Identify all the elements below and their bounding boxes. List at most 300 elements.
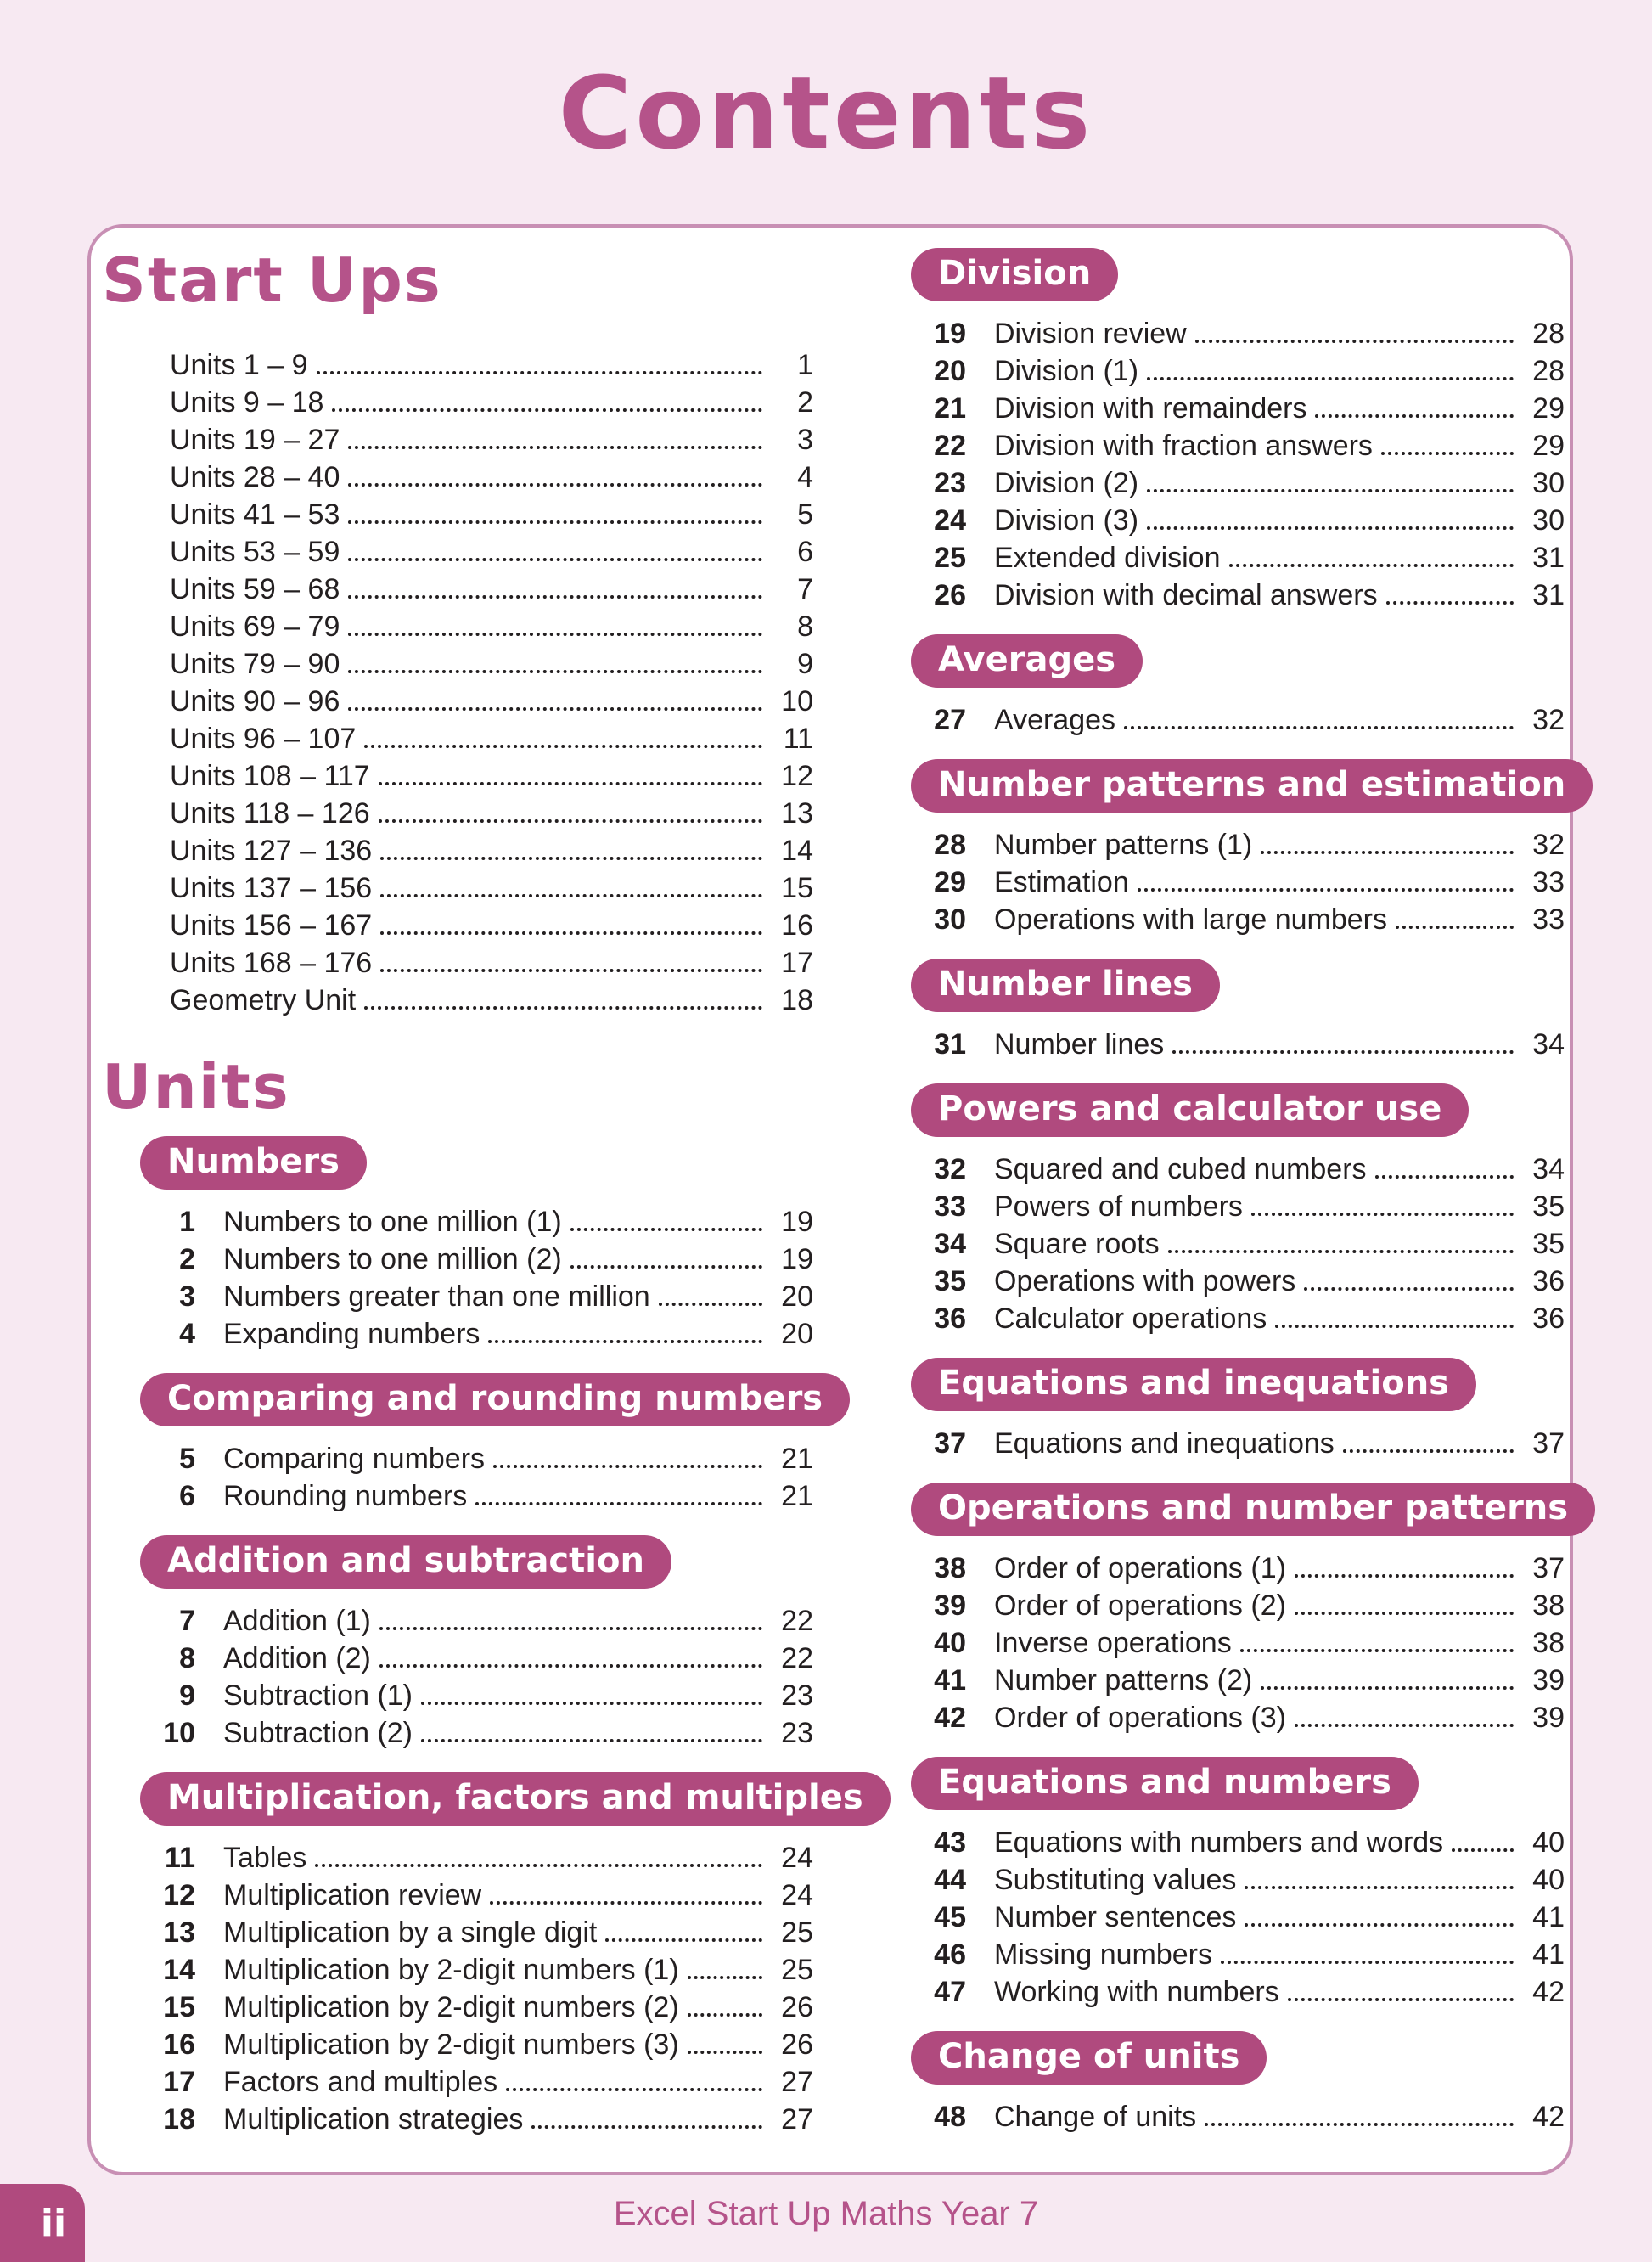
dot-leader	[688, 2051, 762, 2054]
dot-leader	[379, 1664, 762, 1668]
section-entries	[140, 1438, 813, 1513]
entry-label: Extended division	[994, 542, 1221, 574]
entry-page: 37	[1532, 1552, 1565, 1584]
entry-page: 20	[781, 1318, 813, 1350]
entry-label: Equations with numbers and words	[994, 1826, 1444, 1859]
entry-page: 27	[781, 2103, 813, 2135]
dot-leader	[1245, 1923, 1514, 1927]
entry-number: 38	[934, 1552, 966, 1584]
dot-leader	[1172, 1050, 1514, 1054]
entry-label: Geometry Unit	[170, 984, 357, 1016]
dot-leader	[1295, 1724, 1514, 1727]
entry-label: Number lines	[994, 1028, 1165, 1061]
entry-label: Numbers to one million (1)	[223, 1206, 562, 1238]
toc-entry	[170, 419, 813, 457]
toc-section	[102, 1119, 870, 1351]
toc-entry	[140, 2024, 813, 2062]
entry-page: 13	[781, 797, 813, 830]
dot-leader	[1124, 726, 1514, 729]
section-badge: Addition and subtraction	[140, 1535, 671, 1589]
entry-number: 34	[934, 1228, 966, 1260]
entry-page: 11	[783, 723, 813, 755]
section-badge: Operations and number patterns	[911, 1483, 1595, 1536]
dot-leader	[1168, 1250, 1514, 1253]
entry-label: Multiplication by 2-digit numbers (1)	[223, 1954, 679, 1986]
section-badge: Equations and numbers	[911, 1757, 1419, 1810]
entry-label: Averages	[994, 704, 1116, 736]
entry-number: 36	[934, 1303, 966, 1335]
entry-page: 3	[797, 424, 813, 456]
toc-entry	[140, 2062, 813, 2099]
section-entries	[911, 1149, 1565, 1336]
dot-leader	[1261, 851, 1514, 854]
toc-entry	[170, 494, 813, 532]
toc-entry	[911, 1298, 1565, 1336]
dot-leader	[364, 1006, 762, 1010]
entry-number: 31	[934, 1028, 966, 1061]
section-entries	[911, 1822, 1565, 2009]
dot-leader	[659, 1303, 762, 1306]
dot-leader	[688, 1976, 762, 1979]
entry-page: 41	[1532, 1938, 1565, 1971]
entry-page: 25	[781, 1916, 813, 1949]
toc-entry	[170, 345, 813, 382]
entry-page: 4	[797, 461, 813, 493]
entry-page: 42	[1532, 2101, 1565, 2133]
dot-leader	[531, 2125, 762, 2129]
entry-number: 16	[163, 2028, 195, 2061]
toc-entry	[911, 1822, 1565, 1860]
entry-page: 22	[781, 1605, 813, 1637]
entry-page: 30	[1532, 504, 1565, 537]
entry-page: 18	[781, 984, 813, 1016]
entry-number: 37	[934, 1427, 966, 1460]
entry-number: 32	[934, 1153, 966, 1185]
dot-leader	[380, 969, 762, 972]
entry-number: 41	[934, 1664, 966, 1696]
dot-leader	[475, 1502, 762, 1505]
entry-label: Order of operations (3)	[994, 1702, 1286, 1734]
toc-section	[902, 737, 1568, 937]
toc-entry	[911, 899, 1565, 937]
entry-label: Comparing numbers	[223, 1443, 486, 1475]
entry-number: 33	[934, 1190, 966, 1223]
entry-label: Number patterns (2)	[994, 1664, 1253, 1696]
entry-label: Units 156 – 167	[170, 909, 373, 942]
dot-leader	[348, 633, 762, 636]
dot-leader	[570, 1265, 762, 1269]
entry-number: 5	[179, 1443, 195, 1475]
entry-page: 8	[797, 611, 813, 643]
entry-label: Division (3)	[994, 504, 1139, 537]
entry-page: 21	[781, 1443, 813, 1475]
entry-number: 47	[934, 1976, 966, 2008]
toc-entry	[140, 1950, 813, 1987]
entry-number: 22	[934, 430, 966, 462]
entry-label: Square roots	[994, 1228, 1160, 1260]
entry-page: 22	[781, 1642, 813, 1674]
entry-label: Units 69 – 79	[170, 611, 340, 643]
toc-entry	[170, 830, 813, 868]
dot-leader	[1205, 2123, 1514, 2126]
section-badge: Numbers	[140, 1136, 367, 1190]
startups-list	[170, 345, 813, 1017]
toc-entry	[170, 681, 813, 718]
entry-number: 9	[179, 1680, 195, 1712]
toc-section	[102, 1513, 870, 1750]
entry-page: 7	[797, 573, 813, 605]
units-left-sections	[102, 1119, 870, 2136]
entry-page: 39	[1532, 1702, 1565, 1734]
dot-leader	[1138, 888, 1514, 892]
entry-number: 13	[163, 1916, 195, 1949]
entry-page: 27	[781, 2066, 813, 2098]
entry-label: Expanding numbers	[223, 1318, 480, 1350]
toc-entry	[140, 1239, 813, 1276]
entry-number: 12	[163, 1879, 195, 1911]
entry-number: 21	[934, 392, 966, 425]
dot-leader	[1375, 1175, 1514, 1179]
entry-page: 20	[781, 1280, 813, 1313]
section-badge: Number patterns and estimation	[911, 759, 1593, 813]
entry-page: 5	[797, 498, 813, 531]
toc-entry	[140, 1987, 813, 2024]
toc-entry	[911, 1585, 1565, 1623]
entry-page: 37	[1532, 1427, 1565, 1460]
dot-leader	[506, 2088, 762, 2091]
dot-leader	[1275, 1325, 1514, 1328]
entry-label: Powers of numbers	[994, 1190, 1243, 1223]
dot-leader	[1147, 377, 1514, 380]
entry-page: 2	[797, 386, 813, 419]
toc-entry	[170, 457, 813, 494]
toc-section	[902, 937, 1568, 1061]
toc-entry	[911, 862, 1565, 899]
dot-leader	[421, 1739, 762, 1742]
entry-label: Calculator operations	[994, 1303, 1267, 1335]
dot-leader	[1251, 1213, 1514, 1216]
section-badge: Equations and inequations	[911, 1358, 1476, 1411]
toc-entry	[911, 1860, 1565, 1897]
entry-label: Working with numbers	[994, 1976, 1279, 2008]
entry-number: 17	[163, 2066, 195, 2098]
toc-entry	[911, 1623, 1565, 1660]
entry-page: 35	[1532, 1190, 1565, 1223]
toc-entry	[911, 1897, 1565, 1934]
section-entries	[911, 2096, 1565, 2134]
toc-entry	[911, 1149, 1565, 1186]
entry-label: Number patterns (1)	[994, 829, 1253, 861]
entry-page: 24	[781, 1842, 813, 1874]
toc-entry	[140, 2099, 813, 2136]
section-entries	[911, 313, 1565, 612]
toc-entry	[911, 1224, 1565, 1261]
toc-entry	[911, 537, 1565, 575]
entry-label: Division (2)	[994, 467, 1139, 499]
entry-number: 6	[179, 1480, 195, 1512]
toc-entry	[911, 2096, 1565, 2134]
entry-page: 15	[781, 872, 813, 904]
entry-number: 19	[934, 318, 966, 350]
dot-leader	[348, 446, 762, 449]
toc-entry	[911, 575, 1565, 612]
entry-page: 29	[1532, 430, 1565, 462]
dot-leader	[380, 894, 762, 897]
toc-entry	[911, 463, 1565, 500]
entry-label: Multiplication review	[223, 1879, 482, 1911]
entry-number: 44	[934, 1864, 966, 1896]
entry-page: 40	[1532, 1826, 1565, 1859]
toc-entry	[170, 718, 813, 756]
entry-page: 19	[781, 1243, 813, 1275]
toc-entry	[140, 1713, 813, 1750]
entry-page: 17	[781, 947, 813, 979]
units-heading: Units	[102, 1051, 290, 1123]
entry-label: Addition (1)	[223, 1605, 371, 1637]
toc-section	[902, 1061, 1568, 1336]
entry-page: 24	[781, 1879, 813, 1911]
toc-section	[902, 2009, 1568, 2134]
entry-number: 43	[934, 1826, 966, 1859]
entry-page: 36	[1532, 1303, 1565, 1335]
toc-entry	[911, 1548, 1565, 1585]
toc-entry	[170, 569, 813, 606]
dot-leader	[1240, 1649, 1514, 1652]
toc-entry	[170, 905, 813, 942]
dot-leader	[1295, 1612, 1514, 1615]
toc-entry	[140, 1638, 813, 1675]
toc-entry	[140, 1201, 813, 1239]
toc-section	[902, 1735, 1568, 2009]
page-number: ii	[40, 2201, 67, 2245]
entry-label: Multiplication by 2-digit numbers (2)	[223, 1991, 679, 2023]
toc-entry	[911, 1423, 1565, 1460]
toc-section	[902, 1460, 1568, 1735]
entry-label: Tables	[223, 1842, 307, 1874]
entry-label: Units 127 – 136	[170, 835, 373, 867]
entry-page: 19	[781, 1206, 813, 1238]
section-badge: Change of units	[911, 2031, 1267, 2085]
toc-entry	[911, 1697, 1565, 1735]
toc-entry	[170, 868, 813, 905]
entry-number: 30	[934, 903, 966, 936]
entry-label: Units 168 – 176	[170, 947, 373, 979]
entry-label: Order of operations (1)	[994, 1552, 1286, 1584]
entry-number: 2	[179, 1243, 195, 1275]
book-title: Excel Start Up Maths Year 7	[613, 2195, 1039, 2232]
entry-label: Change of units	[994, 2101, 1197, 2133]
toc-entry	[911, 351, 1565, 388]
entry-page: 40	[1532, 1864, 1565, 1896]
dot-leader	[605, 1938, 762, 1942]
page-title: Contents	[558, 54, 1094, 172]
section-entries	[911, 1548, 1565, 1735]
entry-page: 16	[781, 909, 813, 942]
entry-number: 29	[934, 866, 966, 898]
entry-page: 21	[781, 1480, 813, 1512]
toc-section	[902, 612, 1568, 737]
entry-page: 42	[1532, 1976, 1565, 2008]
entry-page: 6	[797, 536, 813, 568]
toc-entry	[140, 1476, 813, 1513]
entry-number: 11	[165, 1842, 195, 1874]
entry-page: 23	[781, 1717, 813, 1749]
entry-number: 10	[163, 1717, 195, 1749]
entry-page: 31	[1532, 542, 1565, 574]
toc-entry	[911, 700, 1565, 737]
toc-entry	[140, 1837, 813, 1875]
toc-entry	[911, 1972, 1565, 2009]
entry-page: 23	[781, 1680, 813, 1712]
section-entries	[911, 824, 1565, 937]
toc-entry	[140, 1912, 813, 1950]
toc-entry	[170, 793, 813, 830]
entry-number: 20	[934, 355, 966, 387]
toc-entry	[911, 1024, 1565, 1061]
dot-leader	[421, 1702, 762, 1705]
entry-page: 35	[1532, 1228, 1565, 1260]
section-badge: Division	[911, 248, 1118, 301]
dot-leader	[1386, 601, 1514, 605]
entry-label: Multiplication strategies	[223, 2103, 524, 2135]
entry-label: Operations with large numbers	[994, 903, 1388, 936]
entry-page: 41	[1532, 1901, 1565, 1933]
entry-page: 38	[1532, 1590, 1565, 1622]
entry-page: 36	[1532, 1265, 1565, 1297]
section-entries	[911, 1423, 1565, 1460]
entry-page: 28	[1532, 355, 1565, 387]
section-entries	[140, 1201, 813, 1351]
entry-label: Units 53 – 59	[170, 536, 340, 568]
dot-leader	[317, 371, 762, 374]
toc-entry	[911, 425, 1565, 463]
section-entries	[911, 1024, 1565, 1061]
dot-leader	[332, 408, 762, 412]
entry-number: 48	[934, 2101, 966, 2133]
section-entries	[911, 700, 1565, 737]
dot-leader	[1315, 414, 1514, 418]
entry-page: 9	[797, 648, 813, 680]
entry-page: 32	[1532, 829, 1565, 861]
dot-leader	[1229, 564, 1514, 567]
dot-leader	[348, 483, 762, 487]
entry-label: Division review	[994, 318, 1187, 350]
entry-label: Substituting values	[994, 1864, 1237, 1896]
toc-section	[102, 1351, 870, 1513]
entry-number: 27	[934, 704, 966, 736]
toc-entry	[911, 388, 1565, 425]
entry-number: 45	[934, 1901, 966, 1933]
entry-page: 26	[781, 1991, 813, 2023]
entry-label: Missing numbers	[994, 1938, 1212, 1971]
entry-page: 30	[1532, 467, 1565, 499]
entry-label: Division (1)	[994, 355, 1139, 387]
entry-page: 38	[1532, 1627, 1565, 1659]
toc-entry	[911, 1660, 1565, 1697]
entry-number: 42	[934, 1702, 966, 1734]
entry-label: Units 1 – 9	[170, 349, 308, 381]
entry-number: 7	[179, 1605, 195, 1637]
dot-leader	[348, 558, 762, 561]
entry-label: Units 90 – 96	[170, 685, 340, 717]
toc-entry	[911, 313, 1565, 351]
entry-page: 29	[1532, 392, 1565, 425]
section-badge: Powers and calculator use	[911, 1083, 1469, 1137]
entry-page: 26	[781, 2028, 813, 2061]
entry-label: Subtraction (2)	[223, 1717, 413, 1749]
entry-label: Operations with powers	[994, 1265, 1296, 1297]
section-badge: Multiplication, factors and multiples	[140, 1772, 891, 1826]
dot-leader	[379, 782, 762, 785]
section-badge: Number lines	[911, 959, 1220, 1012]
toc-section	[902, 248, 1568, 612]
dot-leader	[379, 1627, 762, 1630]
entry-number: 46	[934, 1938, 966, 1971]
dot-leader	[379, 819, 762, 823]
dot-leader	[488, 1340, 762, 1343]
entry-page: 31	[1532, 579, 1565, 611]
entry-label: Factors and multiples	[223, 2066, 498, 2098]
entry-number: 35	[934, 1265, 966, 1297]
entry-label: Numbers greater than one million	[223, 1280, 650, 1313]
toc-entry	[170, 980, 813, 1017]
entry-label: Estimation	[994, 866, 1129, 898]
dot-leader	[493, 1465, 762, 1468]
dot-leader	[490, 1901, 762, 1905]
entry-label: Numbers to one million (2)	[223, 1243, 562, 1275]
entry-page: 25	[781, 1954, 813, 1986]
dot-leader	[1396, 926, 1514, 929]
toc-entry	[140, 1875, 813, 1912]
toc-entry	[911, 500, 1565, 537]
entry-page: 12	[781, 760, 813, 792]
entry-page: 10	[781, 685, 813, 717]
entry-number: 24	[934, 504, 966, 537]
toc-entry	[140, 1276, 813, 1314]
entry-page: 33	[1532, 866, 1565, 898]
dot-leader	[348, 595, 762, 599]
entry-label: Units 59 – 68	[170, 573, 340, 605]
toc-entry	[911, 1934, 1565, 1972]
entry-label: Rounding numbers	[223, 1480, 468, 1512]
entry-label: Units 19 – 27	[170, 424, 340, 456]
entry-number: 18	[163, 2103, 195, 2135]
entry-label: Units 9 – 18	[170, 386, 324, 419]
section-entries	[140, 1837, 813, 2136]
entry-label: Squared and cubed numbers	[994, 1153, 1367, 1185]
dot-leader	[315, 1864, 762, 1867]
entry-number: 3	[179, 1280, 195, 1313]
left-column	[102, 245, 870, 2136]
entry-label: Units 137 – 156	[170, 872, 373, 904]
dot-leader	[348, 707, 762, 711]
toc-entry	[911, 1261, 1565, 1298]
entry-number: 1	[179, 1206, 195, 1238]
dot-leader	[1452, 1848, 1514, 1852]
section-entries	[140, 1601, 813, 1750]
dot-leader	[1261, 1686, 1514, 1690]
entry-label: Division with decimal answers	[994, 579, 1378, 611]
entry-label: Multiplication by 2-digit numbers (3)	[223, 2028, 679, 2061]
entry-number: 4	[179, 1318, 195, 1350]
toc-entry	[170, 382, 813, 419]
startups-heading: Start Ups	[102, 245, 442, 316]
toc-entry	[170, 644, 813, 681]
entry-label: Order of operations (2)	[994, 1590, 1286, 1622]
toc-entry	[911, 824, 1565, 862]
right-column	[902, 248, 1568, 2134]
toc-section	[102, 1750, 870, 2136]
